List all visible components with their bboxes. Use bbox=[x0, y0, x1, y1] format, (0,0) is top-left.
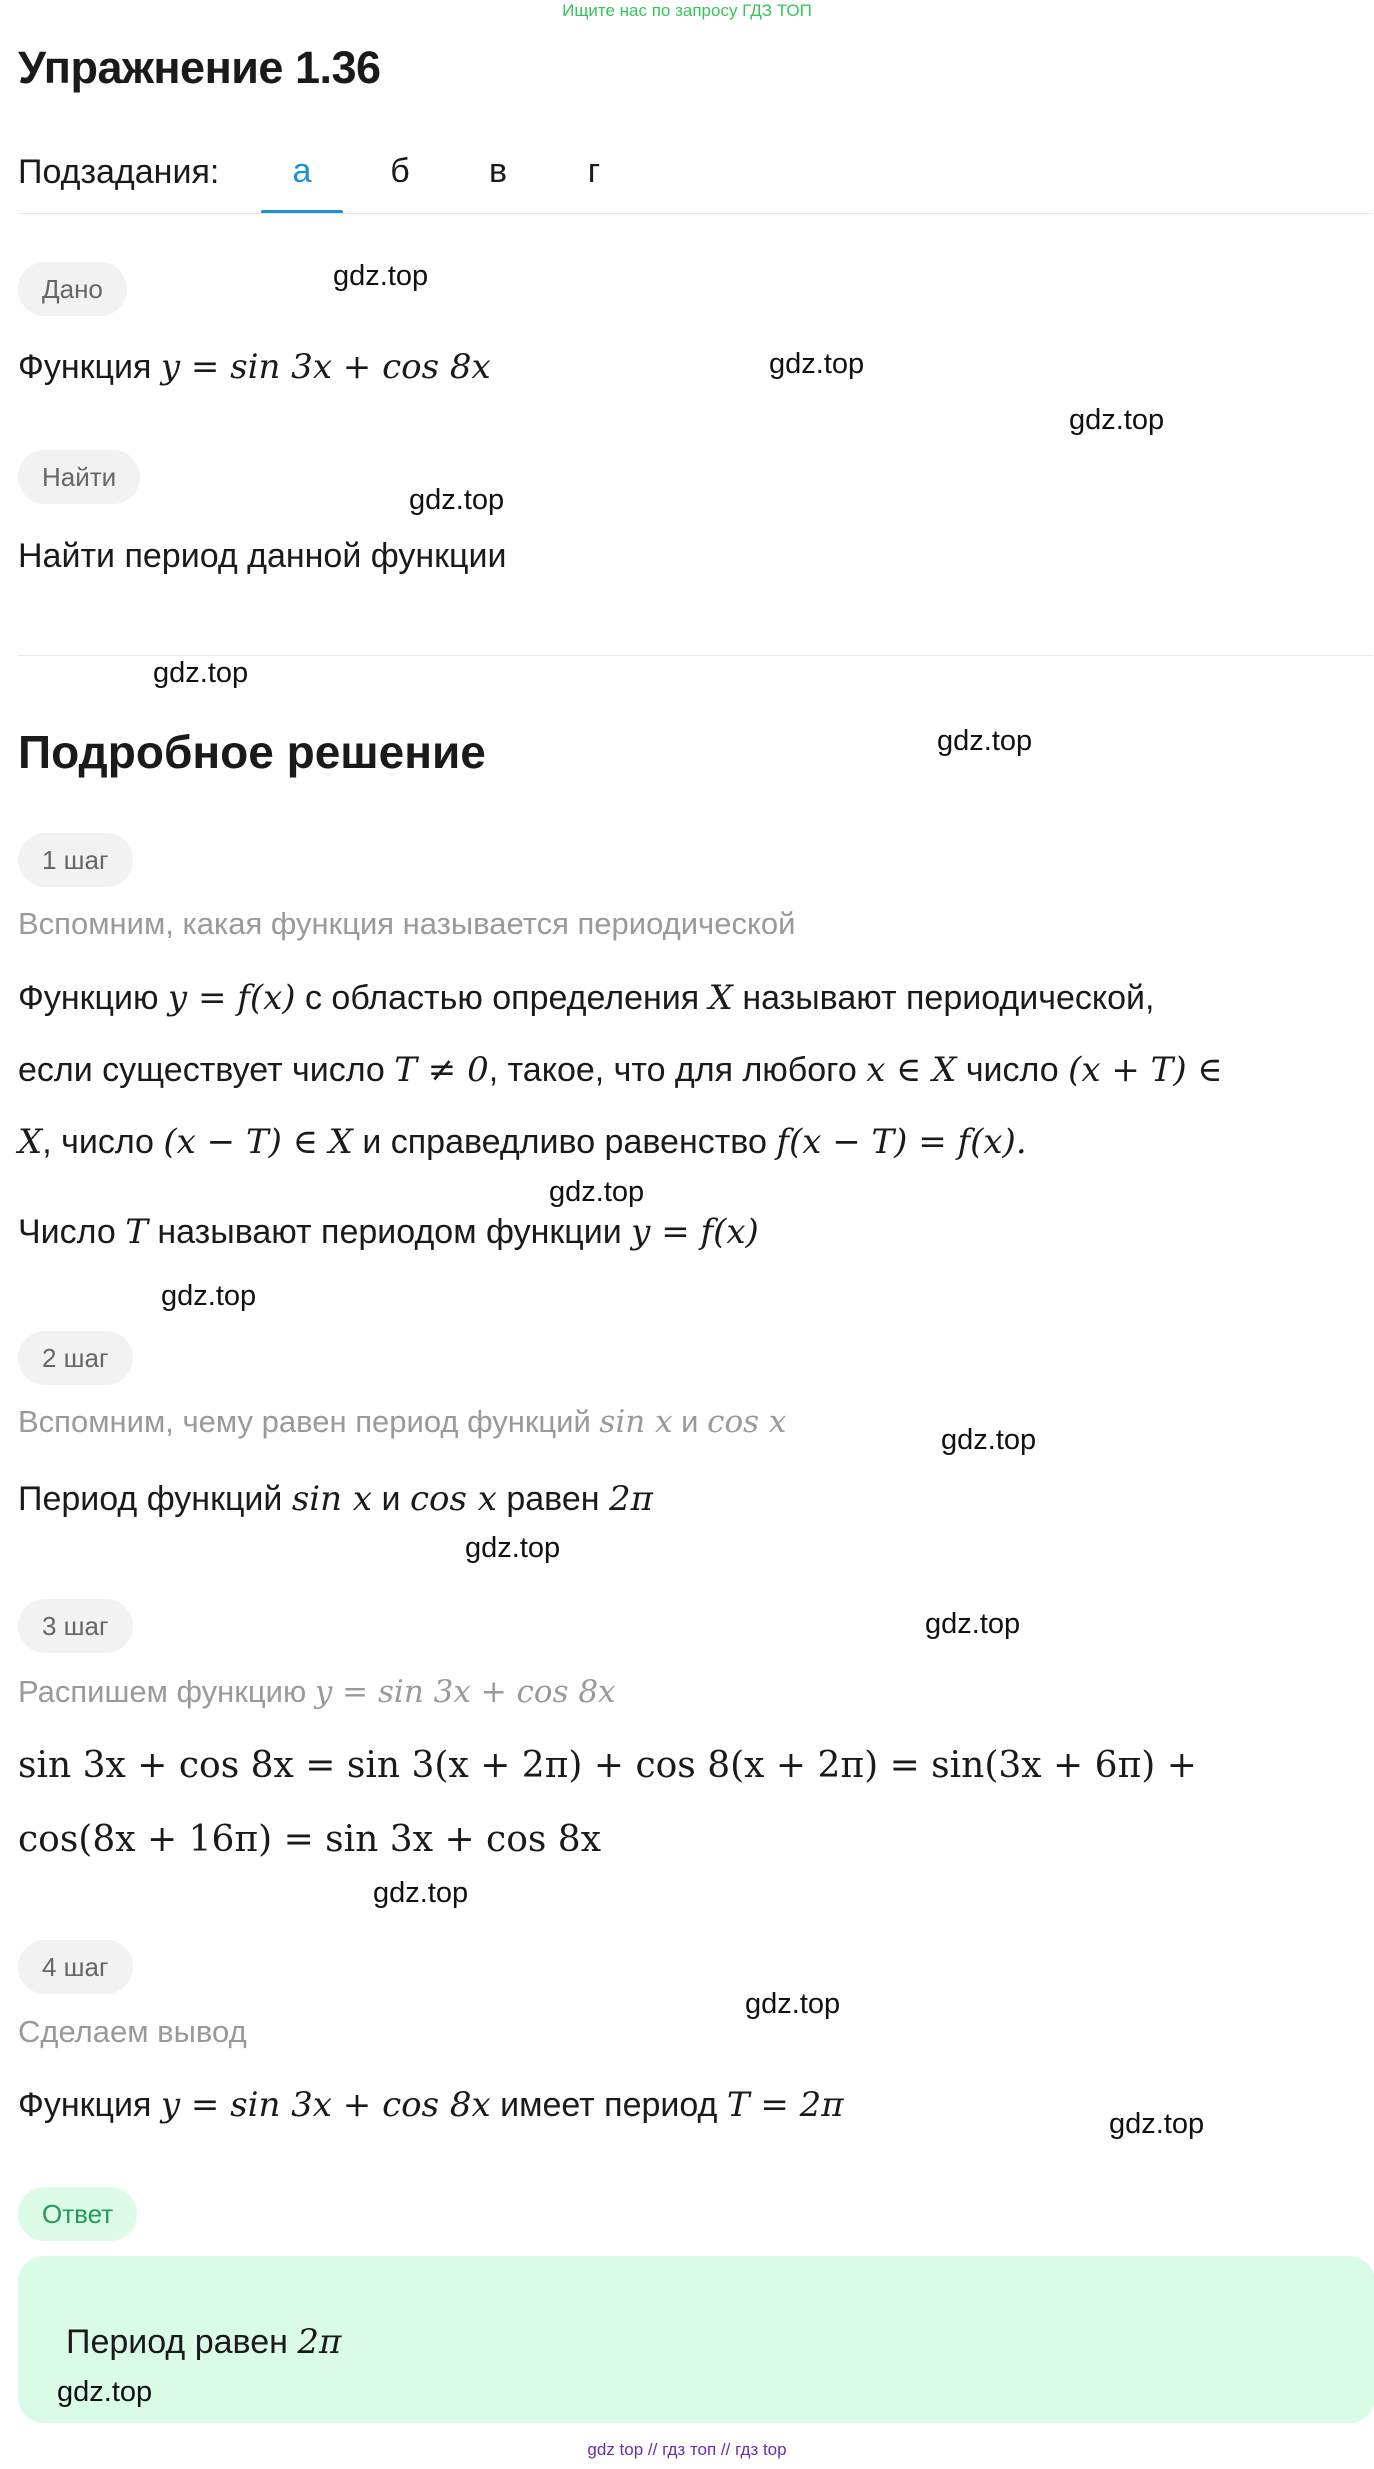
step-3-formula-line-1: sin 3x + cos 8x = sin 3(x + 2π) + cos 8(x + 2π) = sin(3x + 6π) + bbox=[18, 1745, 1197, 1786]
step-2-pill: 2 шаг bbox=[18, 1331, 133, 1385]
step-2-hint bbox=[18, 1402, 786, 1442]
text: , число bbox=[42, 1123, 164, 1161]
step-4-text bbox=[18, 2083, 844, 2127]
step-2-text bbox=[18, 1477, 653, 1521]
formula: y = sin 3x + cos 8x bbox=[160, 2085, 491, 2125]
text: с областью определения bbox=[295, 979, 709, 1017]
formula: y = f(x) bbox=[167, 978, 296, 1018]
watermark: gdz.top bbox=[409, 484, 505, 516]
page-title: Упражнение 1.36 bbox=[18, 42, 381, 93]
tabs-divider bbox=[18, 213, 1373, 214]
text: , такое, что для любого bbox=[488, 1051, 867, 1089]
text: Период равен bbox=[66, 2323, 298, 2361]
step-1-pill: 1 шаг bbox=[18, 833, 133, 887]
formula: 2π bbox=[297, 2322, 342, 2362]
formula: cos x bbox=[707, 1404, 787, 1440]
step-4-pill: 4 шаг bbox=[18, 1940, 133, 1994]
formula: T = 2π bbox=[726, 2085, 844, 2125]
subtasks-label: Подзадания: bbox=[18, 153, 220, 191]
formula: X bbox=[18, 1122, 43, 1162]
step-3-pill: 3 шаг bbox=[18, 1599, 133, 1653]
top-banner: Ищите нас по запросу ГДЗ ТОП bbox=[562, 1, 812, 20]
watermark: gdz.top bbox=[1069, 404, 1165, 436]
step-1-line-1 bbox=[18, 976, 1154, 1020]
step-1-line-3 bbox=[18, 1120, 1027, 1164]
given-statement bbox=[18, 345, 491, 389]
text: Функция bbox=[18, 2086, 161, 2124]
formula: (x − T) ∈ X bbox=[163, 1122, 353, 1162]
watermark: gdz.top bbox=[465, 1532, 561, 1564]
answer-pill: Ответ bbox=[18, 2187, 137, 2241]
step-3-formula-line-2: cos(8x + 16π) = sin 3x + cos 8x bbox=[18, 1819, 602, 1860]
formula: X bbox=[708, 978, 733, 1018]
formula: (x + T) ∈ bbox=[1068, 1050, 1223, 1090]
text: число bbox=[956, 1051, 1069, 1089]
formula: y = f(x) bbox=[631, 1212, 759, 1252]
text: и bbox=[372, 1480, 410, 1518]
text: и справедливо равенство bbox=[352, 1123, 777, 1161]
formula: sin x bbox=[599, 1404, 673, 1440]
tab-g[interactable]: г bbox=[587, 152, 601, 190]
text: называют периодом функции bbox=[147, 1213, 632, 1251]
watermark: gdz.top bbox=[57, 2376, 153, 2408]
step-4-hint: Сделаем вывод bbox=[18, 2014, 247, 2049]
section-divider bbox=[18, 655, 1373, 656]
formula: x ∈ X bbox=[866, 1050, 957, 1090]
watermark: gdz.top bbox=[1109, 2108, 1205, 2140]
step-1-line-4 bbox=[18, 1210, 759, 1254]
formula: y = sin 3x + cos 8x bbox=[314, 1674, 616, 1710]
formula: cos x bbox=[409, 1479, 497, 1519]
formula: sin x bbox=[291, 1479, 373, 1519]
find-text: Найти период данной функции bbox=[18, 537, 507, 575]
watermark: gdz.top bbox=[937, 725, 1033, 757]
answer-text bbox=[66, 2320, 341, 2364]
step-1-line-2 bbox=[18, 1048, 1223, 1092]
watermark: gdz.top bbox=[373, 1877, 469, 1909]
given-formula: y = sin 3x + cos 8x bbox=[160, 347, 491, 387]
watermark: gdz.top bbox=[925, 1608, 1021, 1640]
tab-a[interactable]: а bbox=[292, 152, 312, 190]
watermark: gdz.top bbox=[333, 260, 429, 292]
tab-v[interactable]: в bbox=[488, 152, 508, 190]
text: Распишем функцию bbox=[18, 1674, 315, 1709]
watermark: gdz.top bbox=[769, 348, 865, 380]
formula: T bbox=[125, 1212, 148, 1252]
watermark: gdz.top bbox=[745, 1988, 841, 2020]
tab-b[interactable]: б bbox=[390, 152, 410, 190]
footer-links[interactable]: gdz top // гдз топ // гдз top bbox=[587, 2440, 787, 2459]
watermark: gdz.top bbox=[941, 1424, 1037, 1456]
formula: T ≠ 0 bbox=[394, 1050, 489, 1090]
formula: f(x − T) = f(x). bbox=[776, 1122, 1027, 1162]
text: если существует число bbox=[18, 1051, 395, 1089]
text: называют периодической, bbox=[732, 979, 1155, 1017]
watermark: gdz.top bbox=[153, 657, 249, 689]
formula: 2π bbox=[608, 1479, 653, 1519]
solution-title: Подробное решение bbox=[18, 726, 486, 778]
given-pill: Дано bbox=[18, 262, 127, 316]
find-pill: Найти bbox=[18, 450, 140, 504]
step-3-hint bbox=[18, 1672, 616, 1712]
text: Число bbox=[18, 1213, 126, 1251]
text: Период функций bbox=[18, 1480, 292, 1518]
text: и bbox=[672, 1404, 708, 1439]
text: равен bbox=[496, 1480, 609, 1518]
step-1-hint: Вспомним, какая функция называется периодической bbox=[18, 906, 796, 941]
text: Вспомним, чему равен период функций bbox=[18, 1404, 600, 1439]
watermark: gdz.top bbox=[161, 1280, 257, 1312]
text: Функцию bbox=[18, 979, 168, 1017]
text: имеет период bbox=[490, 2086, 727, 2124]
watermark: gdz.top bbox=[549, 1176, 645, 1208]
given-text: Функция bbox=[18, 348, 152, 386]
